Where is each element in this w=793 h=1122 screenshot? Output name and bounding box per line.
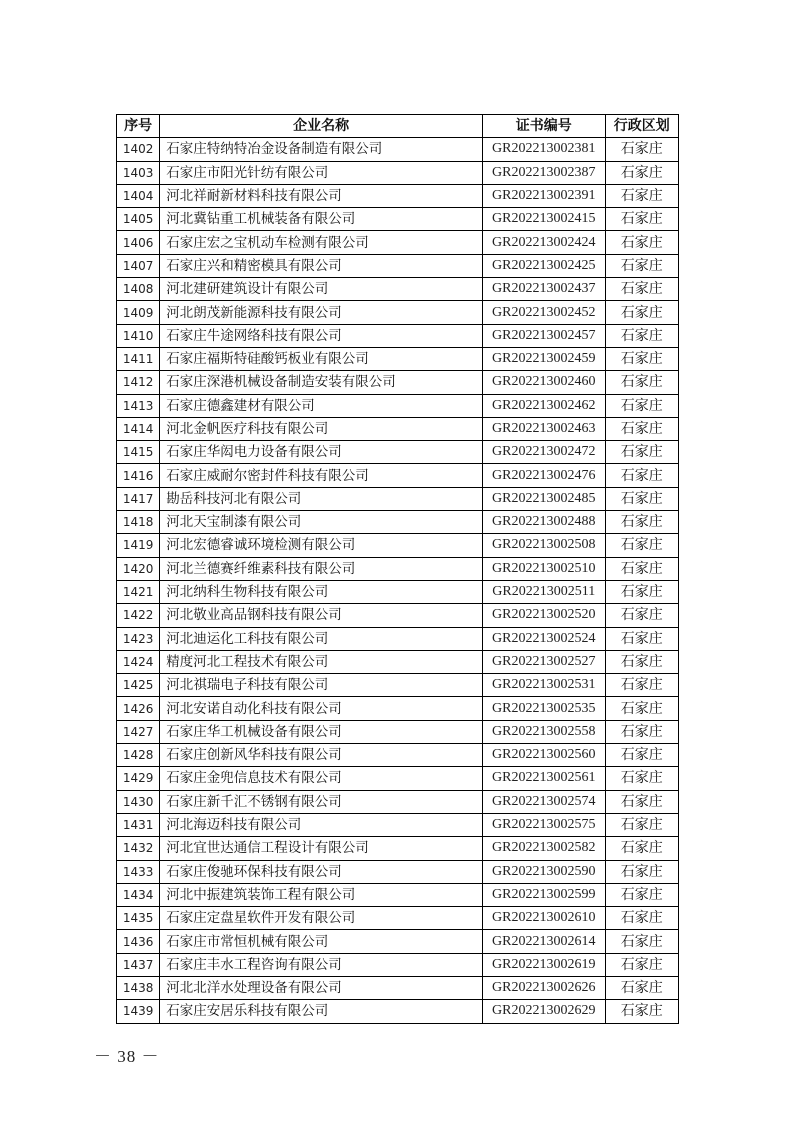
row-seq: 1431 (117, 813, 160, 836)
company-name: 河北冀钻重工机械装备有限公司 (160, 208, 483, 231)
region: 石家庄 (605, 930, 678, 953)
row-seq: 1421 (117, 580, 160, 603)
region: 石家庄 (605, 138, 678, 161)
company-name: 河北中振建筑装饰工程有限公司 (160, 883, 483, 906)
company-name: 石家庄新千汇不锈钢有限公司 (160, 790, 483, 813)
certificate-number: GR202213002488 (482, 511, 605, 534)
table-row (117, 1000, 679, 1023)
company-name: 河北祺瑞电子科技有限公司 (160, 674, 483, 697)
row-seq: 1402 (117, 138, 160, 161)
certificate-number: GR202213002391 (482, 184, 605, 207)
certificate-number: GR202213002626 (482, 976, 605, 999)
certificate-number: GR202213002520 (482, 604, 605, 627)
row-seq: 1406 (117, 231, 160, 254)
table-row (117, 697, 679, 720)
row-seq: 1413 (117, 394, 160, 417)
table-row (117, 627, 679, 650)
header-region: 行政区划 (605, 115, 678, 138)
company-name: 河北宜世达通信工程设计有限公司 (160, 837, 483, 860)
certificate-number: GR202213002462 (482, 394, 605, 417)
table-row (117, 347, 679, 370)
table-row (117, 976, 679, 999)
certificate-number: GR202213002425 (482, 254, 605, 277)
certificate-number: GR202213002599 (482, 883, 605, 906)
company-name: 河北迪运化工科技有限公司 (160, 627, 483, 650)
region: 石家庄 (605, 231, 678, 254)
table-row (117, 813, 679, 836)
certificate-number: GR202213002629 (482, 1000, 605, 1023)
table-row (117, 231, 679, 254)
region: 石家庄 (605, 254, 678, 277)
certificate-number: GR202213002460 (482, 371, 605, 394)
row-seq: 1419 (117, 534, 160, 557)
table-row (117, 674, 679, 697)
row-seq: 1405 (117, 208, 160, 231)
region: 石家庄 (605, 347, 678, 370)
certificate-number: GR202213002558 (482, 720, 605, 743)
company-name: 河北宏德睿诚环境检测有限公司 (160, 534, 483, 557)
region: 石家庄 (605, 557, 678, 580)
region: 石家庄 (605, 790, 678, 813)
row-seq: 1429 (117, 767, 160, 790)
table-row (117, 208, 679, 231)
company-name: 勘岳科技河北有限公司 (160, 487, 483, 510)
company-name: 石家庄深港机械设备制造安装有限公司 (160, 371, 483, 394)
region: 石家庄 (605, 511, 678, 534)
certificate-number: GR202213002476 (482, 464, 605, 487)
page-number: － 38 － (94, 1047, 160, 1066)
row-seq: 1420 (117, 557, 160, 580)
row-seq: 1436 (117, 930, 160, 953)
table-row (117, 883, 679, 906)
table-row (117, 744, 679, 767)
company-name: 石家庄德鑫建材有限公司 (160, 394, 483, 417)
header-seq: 序号 (117, 115, 160, 138)
header-certificate-number: 证书编号 (482, 115, 605, 138)
region: 石家庄 (605, 720, 678, 743)
company-name: 石家庄牛途网络科技有限公司 (160, 324, 483, 347)
row-seq: 1435 (117, 907, 160, 930)
table-row (117, 487, 679, 510)
region: 石家庄 (605, 650, 678, 673)
table-row (117, 930, 679, 953)
company-name: 石家庄兴和精密模具有限公司 (160, 254, 483, 277)
region: 石家庄 (605, 464, 678, 487)
certificate-number: GR202213002582 (482, 837, 605, 860)
row-seq: 1414 (117, 417, 160, 440)
row-seq: 1404 (117, 184, 160, 207)
table-row (117, 184, 679, 207)
table-row (117, 138, 679, 161)
row-seq: 1439 (117, 1000, 160, 1023)
region: 石家庄 (605, 534, 678, 557)
table-row (117, 604, 679, 627)
row-seq: 1412 (117, 371, 160, 394)
company-name: 河北敬业高品钢科技有限公司 (160, 604, 483, 627)
region: 石家庄 (605, 278, 678, 301)
company-name: 河北朗茂新能源科技有限公司 (160, 301, 483, 324)
region: 石家庄 (605, 976, 678, 999)
table-row (117, 907, 679, 930)
region: 石家庄 (605, 860, 678, 883)
company-name: 石家庄安居乐科技有限公司 (160, 1000, 483, 1023)
row-seq: 1432 (117, 837, 160, 860)
region: 石家庄 (605, 837, 678, 860)
row-seq: 1422 (117, 604, 160, 627)
certificate-number: GR202213002510 (482, 557, 605, 580)
region: 石家庄 (605, 953, 678, 976)
row-seq: 1437 (117, 953, 160, 976)
row-seq: 1409 (117, 301, 160, 324)
row-seq: 1418 (117, 511, 160, 534)
certificate-number: GR202213002619 (482, 953, 605, 976)
region: 石家庄 (605, 767, 678, 790)
table-row (117, 953, 679, 976)
row-seq: 1417 (117, 487, 160, 510)
certificate-number: GR202213002457 (482, 324, 605, 347)
table-row (117, 790, 679, 813)
certificate-number: GR202213002463 (482, 417, 605, 440)
certificate-number: GR202213002590 (482, 860, 605, 883)
certificate-number: GR202213002531 (482, 674, 605, 697)
company-name: 石家庄市阳光针纺有限公司 (160, 161, 483, 184)
table-row (117, 557, 679, 580)
table-row (117, 534, 679, 557)
company-name: 河北祥耐新材料科技有限公司 (160, 184, 483, 207)
certificate-number: GR202213002561 (482, 767, 605, 790)
row-seq: 1415 (117, 441, 160, 464)
region: 石家庄 (605, 161, 678, 184)
table-row (117, 161, 679, 184)
certificate-number: GR202213002535 (482, 697, 605, 720)
region: 石家庄 (605, 184, 678, 207)
company-name: 河北兰德赛纤维素科技有限公司 (160, 557, 483, 580)
table-row (117, 650, 679, 673)
region: 石家庄 (605, 813, 678, 836)
table-row (117, 371, 679, 394)
table-row (117, 837, 679, 860)
company-name: 河北安诺自动化科技有限公司 (160, 697, 483, 720)
company-name: 石家庄定盘星软件开发有限公司 (160, 907, 483, 930)
company-name: 河北天宝制漆有限公司 (160, 511, 483, 534)
region: 石家庄 (605, 674, 678, 697)
company-name: 石家庄俊驰环保科技有限公司 (160, 860, 483, 883)
region: 石家庄 (605, 487, 678, 510)
company-name: 河北纳科生物科技有限公司 (160, 580, 483, 603)
certificate-number: GR202213002610 (482, 907, 605, 930)
row-seq: 1434 (117, 883, 160, 906)
header-company-name: 企业名称 (160, 115, 483, 138)
company-name: 石家庄特纳特冶金设备制造有限公司 (160, 138, 483, 161)
region: 石家庄 (605, 301, 678, 324)
region: 石家庄 (605, 744, 678, 767)
region: 石家庄 (605, 907, 678, 930)
region: 石家庄 (605, 208, 678, 231)
certificate-number: GR202213002524 (482, 627, 605, 650)
table-row (117, 301, 679, 324)
table-row (117, 720, 679, 743)
table-row (117, 324, 679, 347)
region: 石家庄 (605, 441, 678, 464)
company-name: 石家庄金兜信息技术有限公司 (160, 767, 483, 790)
row-seq: 1433 (117, 860, 160, 883)
certificate-number: GR202213002574 (482, 790, 605, 813)
certificate-number: GR202213002485 (482, 487, 605, 510)
row-seq: 1410 (117, 324, 160, 347)
company-name: 精度河北工程技术有限公司 (160, 650, 483, 673)
company-name: 河北建研建筑设计有限公司 (160, 278, 483, 301)
region: 石家庄 (605, 697, 678, 720)
certificate-number: GR202213002511 (482, 580, 605, 603)
company-name: 石家庄福斯特硅酸钙板业有限公司 (160, 347, 483, 370)
row-seq: 1423 (117, 627, 160, 650)
region: 石家庄 (605, 371, 678, 394)
enterprise-certificate-table (116, 114, 679, 1024)
table-row (117, 511, 679, 534)
company-name: 河北金帆医疗科技有限公司 (160, 417, 483, 440)
row-seq: 1438 (117, 976, 160, 999)
table-body (117, 138, 679, 1023)
row-seq: 1430 (117, 790, 160, 813)
certificate-number: GR202213002527 (482, 650, 605, 673)
row-seq: 1426 (117, 697, 160, 720)
certificate-number: GR202213002560 (482, 744, 605, 767)
certificate-number: GR202213002575 (482, 813, 605, 836)
company-name: 河北海迈科技有限公司 (160, 813, 483, 836)
region: 石家庄 (605, 883, 678, 906)
row-seq: 1428 (117, 744, 160, 767)
table-row (117, 441, 679, 464)
region: 石家庄 (605, 394, 678, 417)
row-seq: 1416 (117, 464, 160, 487)
company-name: 石家庄威耐尔密封件科技有限公司 (160, 464, 483, 487)
row-seq: 1427 (117, 720, 160, 743)
table-row (117, 464, 679, 487)
company-name: 石家庄宏之宝机动车检测有限公司 (160, 231, 483, 254)
company-name: 石家庄市常恒机械有限公司 (160, 930, 483, 953)
row-seq: 1403 (117, 161, 160, 184)
table-row (117, 394, 679, 417)
region: 石家庄 (605, 604, 678, 627)
table-row (117, 767, 679, 790)
certificate-number: GR202213002614 (482, 930, 605, 953)
region: 石家庄 (605, 324, 678, 347)
row-seq: 1411 (117, 347, 160, 370)
table-row (117, 860, 679, 883)
certificate-number: GR202213002381 (482, 138, 605, 161)
region: 石家庄 (605, 627, 678, 650)
certificate-number: GR202213002437 (482, 278, 605, 301)
company-name: 石家庄华工机械设备有限公司 (160, 720, 483, 743)
table-row (117, 580, 679, 603)
certificate-number: GR202213002424 (482, 231, 605, 254)
row-seq: 1424 (117, 650, 160, 673)
region: 石家庄 (605, 417, 678, 440)
table-row (117, 278, 679, 301)
company-name: 石家庄创新风华科技有限公司 (160, 744, 483, 767)
certificate-number: GR202213002452 (482, 301, 605, 324)
region: 石家庄 (605, 580, 678, 603)
row-seq: 1408 (117, 278, 160, 301)
certificate-number: GR202213002415 (482, 208, 605, 231)
table-header-row (117, 115, 679, 138)
region: 石家庄 (605, 1000, 678, 1023)
company-name: 河北北洋水处理设备有限公司 (160, 976, 483, 999)
certificate-number: GR202213002459 (482, 347, 605, 370)
table-row (117, 254, 679, 277)
certificate-number: GR202213002508 (482, 534, 605, 557)
row-seq: 1425 (117, 674, 160, 697)
table-row (117, 417, 679, 440)
certificate-number: GR202213002472 (482, 441, 605, 464)
company-name: 石家庄丰水工程咨询有限公司 (160, 953, 483, 976)
row-seq: 1407 (117, 254, 160, 277)
company-name: 石家庄华闳电力设备有限公司 (160, 441, 483, 464)
certificate-number: GR202213002387 (482, 161, 605, 184)
